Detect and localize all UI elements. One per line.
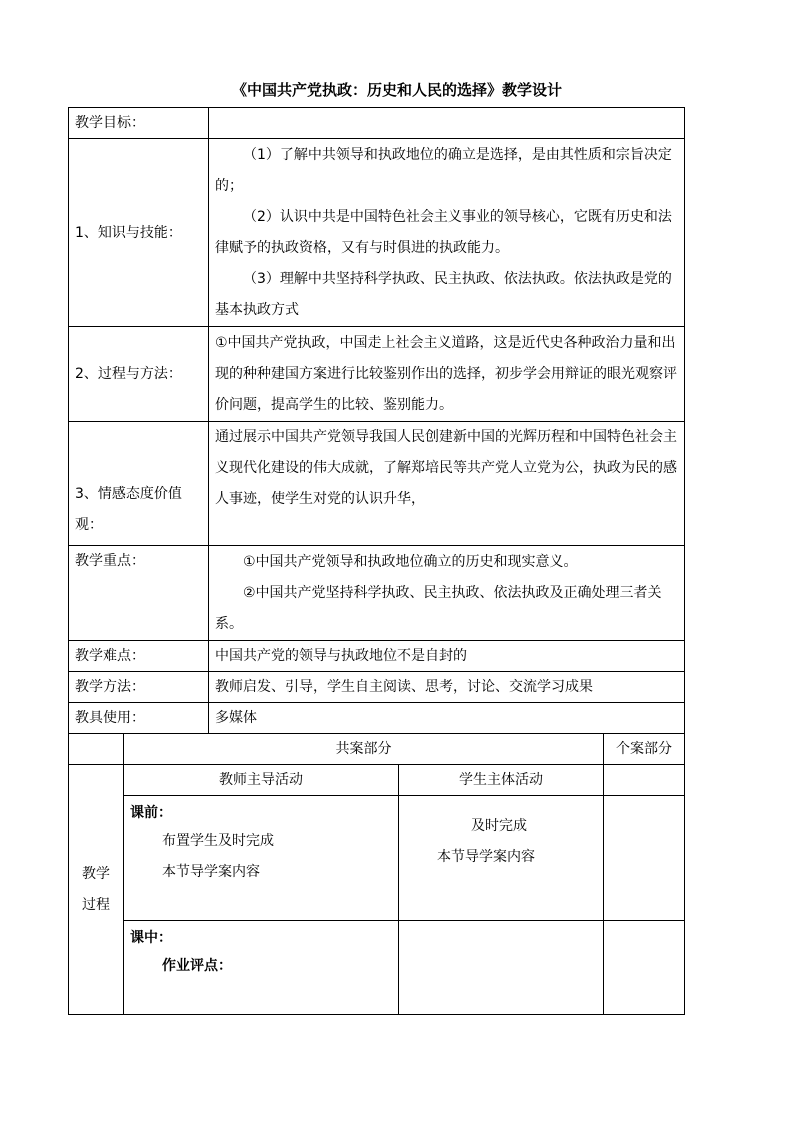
before-class-student-cell [399,796,604,921]
empty-corner-cell [69,734,124,765]
key-points-content [209,546,685,641]
difficulty-text: 中国共产党的领导与执政地位不是自封的 [209,641,685,672]
key-point-item: ②中国共产党坚持科学执政、民主执政、依法执政及正确处理三者关系。 [215,584,662,632]
in-class-student-cell [399,921,604,1015]
emotion-row [69,422,685,546]
lesson-plan-table [68,107,685,1015]
personal-section-header: 个案部分 [604,734,685,765]
process-method-text: ①中国共产党执政，中国走上社会主义道路，这是近代史各种政治力量和出现的种种建国方案进行比较鉴别作出的选择，初步学会用辩证的眼光观察评价问题，提高学生的比较、鉴别能力。 [215,334,677,413]
before-class-student-line: 及时完成 [471,818,527,834]
emotion-label-text: 3、情感态度价值观： [75,486,182,533]
teaching-process-label-1: 教学 [82,865,110,882]
in-class-teacher-cell [124,921,399,1015]
goals-label: 教学目标： [69,108,209,139]
goals-row [69,108,685,139]
before-class-teacher-line: 本节导学案内容 [162,864,260,880]
personal-cell [604,765,685,796]
before-class-label: 课前： [130,805,172,821]
in-class-row [69,921,685,1015]
personal-cell [604,796,685,921]
key-points-row [69,546,685,641]
knowledge-content [209,139,685,327]
in-class-label: 课中： [130,930,172,946]
emotion-label [69,422,209,546]
teaching-process-label-2: 过程 [82,896,110,913]
knowledge-item: （2）认识中共是中国特色社会主义事业的领导核心，它既有历史和法律赋予的执政资格，又有与时俱进的执政能力。 [215,208,672,256]
shared-section-header: 共案部分 [124,734,604,765]
knowledge-row [69,139,685,327]
knowledge-label: 1、知识与技能： [69,139,209,327]
method-label: 教学方法： [69,672,209,703]
document-title: 《中国共产党执政：历史和人民的选择》教学设计 [231,81,562,99]
knowledge-item: （3）理解中共坚持科学执政、民主执政、依法执政。依法执政是党的基本执政方式 [215,270,672,318]
before-class-teacher-cell [124,796,399,921]
key-points-label: 教学重点： [69,546,209,641]
knowledge-item: （1）了解中共领导和执政地位的确立是选择，是由其性质和宗旨决定的； [215,146,672,194]
tools-text: 多媒体 [209,703,685,734]
tools-label: 教具使用： [69,703,209,734]
in-class-teacher-sub: 作业评点： [162,958,232,974]
method-row [69,672,685,703]
before-class-teacher-line: 布置学生及时完成 [162,833,274,849]
process-section-header-row [69,734,685,765]
tools-row [69,703,685,734]
before-class-row [69,796,685,921]
activity-header-row [69,765,685,796]
emotion-content [209,422,685,546]
process-method-row [69,327,685,422]
teacher-activity-header: 教师主导活动 [124,765,399,796]
process-method-content [209,327,685,422]
difficulty-row [69,641,685,672]
goals-value [209,108,685,139]
personal-cell [604,921,685,1015]
method-text: 教师启发、引导，学生自主阅读、思考，讨论、交流学习成果 [209,672,685,703]
teaching-process-label [69,765,124,1015]
key-point-item: ①中国共产党领导和执政地位确立的历史和现实意义。 [243,553,578,570]
difficulty-label: 教学难点： [69,641,209,672]
process-method-label: 2、过程与方法： [69,327,209,422]
before-class-student-line: 本节导学案内容 [437,849,535,865]
student-activity-header: 学生主体活动 [399,765,604,796]
emotion-text: 通过展示中国共产党领导我国人民创建新中国的光辉历程和中国特色社会主义现代化建设的伟大成就，了解郑培民等共产党人立党为公，执政为民的感人事迹，使学生对党的认识升华， [215,429,677,507]
